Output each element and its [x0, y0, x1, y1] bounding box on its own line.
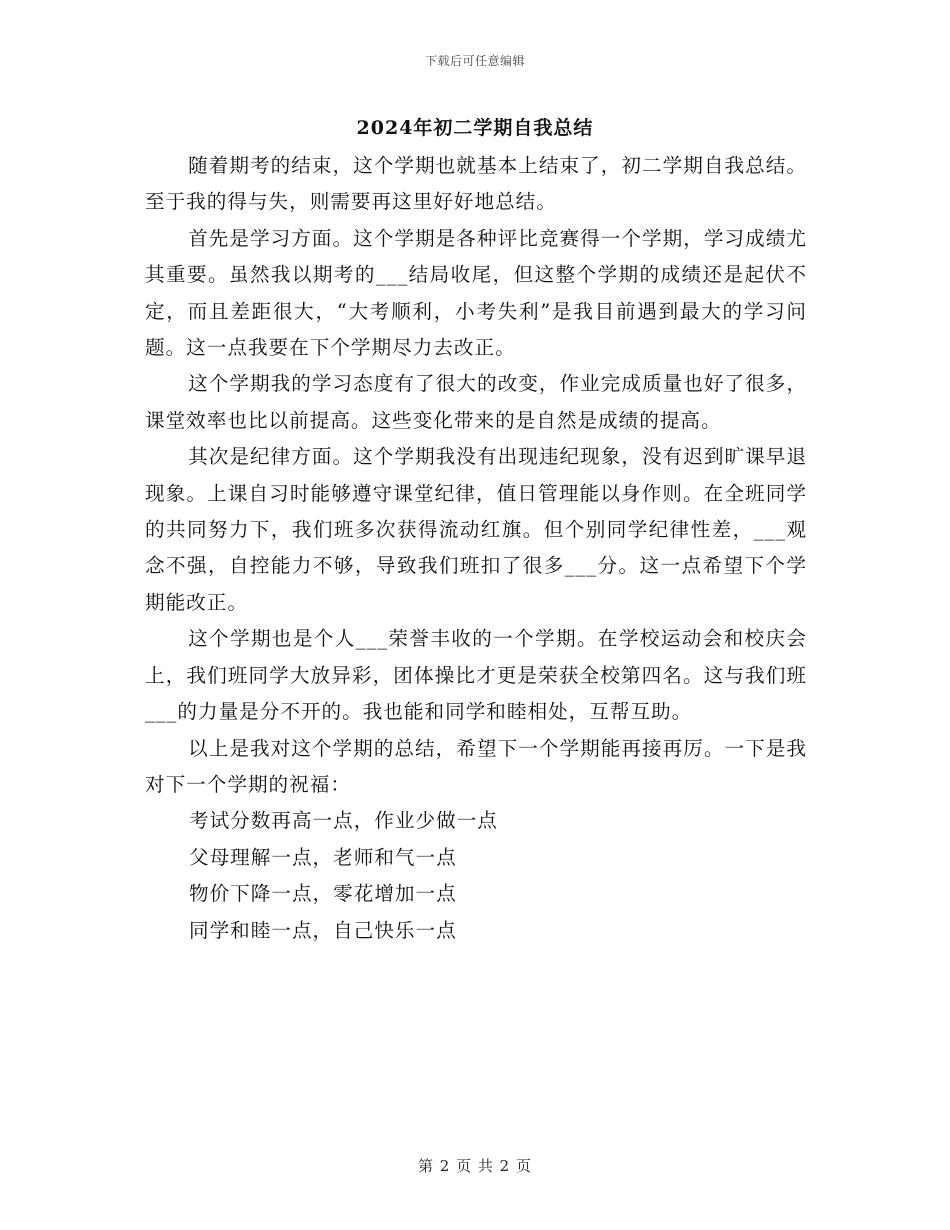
page-header-note: 下载后可任意编辑	[424, 54, 525, 68]
paragraph-conclusion: 以上是我对这个学期的总结，希望下一个学期能再接再厉。一下是我对下一个学期的祝福：	[145, 736, 807, 796]
wish-line: 考试分数再高一点，作业少做一点	[189, 809, 498, 833]
paragraph-intro: 随着期考的结束，这个学期也就基本上结束了，初二学期自我总结。至于我的得与失，则需要再这里好好地总结。	[145, 154, 807, 214]
paragraph-attitude: 这个学期我的学习态度有了很大的改变，作业完成质量也好了很多，课堂效率也比以前提高。这些变化带来的是自然是成绩的提高。	[145, 372, 807, 432]
paragraph-discipline: 其次是纪律方面。这个学期我没有出现违纪现象，没有迟到旷课早退现象。上课自习时能够遵守课堂纪律，值日管理能以身作则。在全班同学的共同努力下，我们班多次获得流动红旗。但个别同学纪律性差，___观念不强，自控能力不够，导致我们班扣了很多___分。这一点希望下个学期能改正。	[145, 445, 807, 614]
wish-line: 父母理解一点，老师和气一点	[189, 845, 457, 869]
wish-line: 同学和睦一点，自己快乐一点	[189, 918, 457, 942]
wish-line: 物价下降一点，零花增加一点	[189, 882, 457, 906]
paragraph-honors: 这个学期也是个人___荣誉丰收的一个学期。在学校运动会和校庆会上，我们班同学大放异彩，团体操比才更是荣获全校第四名。这与我们班___的力量是分不开的。我也能和同学和睦相处，互帮互助。	[145, 627, 807, 724]
paragraph-study: 首先是学习方面。这个学期是各种评比竞赛得一个学期，学习成绩尤其重要。虽然我以期考的___结局收尾，但这整个学期的成绩还是起伏不定，而且差距很大，“大考顺利，小考失利”是我目前遇到最大的学习问题。这一点我要在下个学期尽力去改正。	[145, 226, 807, 360]
document-title: 2024年初二学期自我总结	[356, 117, 594, 139]
document-body	[145, 148, 807, 949]
page-number: 第 2 页 共 2 页	[418, 1157, 532, 1175]
